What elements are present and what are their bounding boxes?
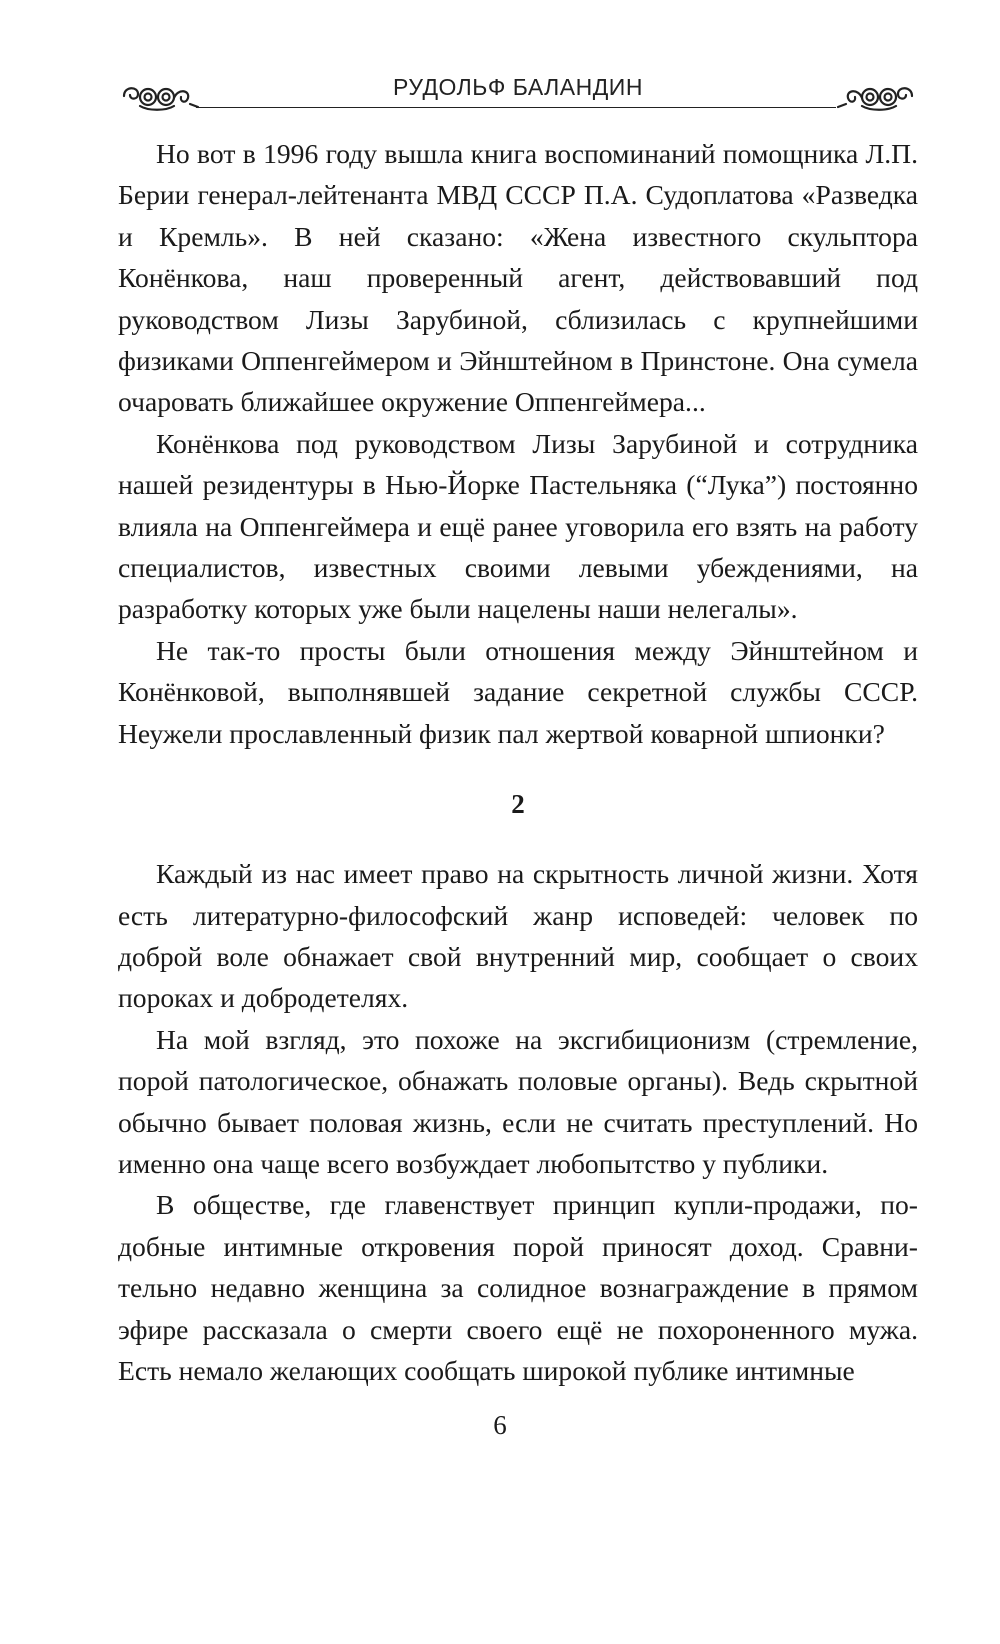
header-rule xyxy=(196,107,836,108)
running-header xyxy=(118,72,918,116)
paragraph: Но вот в 1996 году вышла книга воспоминаний помощника Л.П. Берии генерал-лейтенанта МВД СССР П.А. Судоплатова «Разведка и Кремль». В ней сказано: «Жена известного скульптора Конёнкова, наш проверенный агент, действовавший под руководством Лизы Зарубиной, сблизилась с крупнейшими физиками Оппенгеймером и Эйнштейном в Принстоне. Она сумела очаровать ближайшее окружение Оппенгеймера... xyxy=(118,138,918,418)
paragraph: В обществе, где главенствует принцип купли-продажи, подобные интимные откровения порой приносят доход. Сравнительно недавно женщина за солидное вознаграждение в прямом эфире рассказала о смерти своего ещё не похороненного мужа. Есть немало желающих сообщать широкой публике интимные xyxy=(118,1189,918,1386)
paragraph: Конёнкова под руководством Лизы Зарубиной и сотрудника нашей резидентуры в Нью-Йорке Пастельняка (“Лука”) постоянно влияла на Оппенгеймера и ещё ранее уговорила его взять на работу специалистов, известных своими левыми убеждениями, на разработку которых уже были нацелены наши нелегалы». xyxy=(118,427,918,625)
page-number: 6 xyxy=(493,1410,507,1440)
running-title: РУДОЛЬФ БАЛАНДИН xyxy=(393,74,643,100)
body-text xyxy=(118,133,918,1391)
section-number: 2 xyxy=(511,789,525,820)
paragraph: На мой взгляд, это похоже на эксгибиционизм (стремление, порой патологическое, обнажать половые органы). Ведь скрытной обычно бывает половая жизнь, если не считать преступлений. Но именно она чаще всего возбуждает любопытство у публики. xyxy=(118,1023,918,1179)
paragraph: Не так-то просты были отношения между Эйнштейном и Конёнковой, выполнявшей задание секретной службы СССР. Неужели прославленный физик пал жертвой коварной шпионки? xyxy=(118,634,918,749)
scroll-ornament-icon xyxy=(836,78,918,114)
paragraph: Каждый из нас имеет право на скрытность личной жизни. Хотя есть литературно-философский жанр исповедей: человек по доброй воле обнажает свой внутренний мир, сообщает о своих пороках и добродетелях. xyxy=(118,858,918,1014)
